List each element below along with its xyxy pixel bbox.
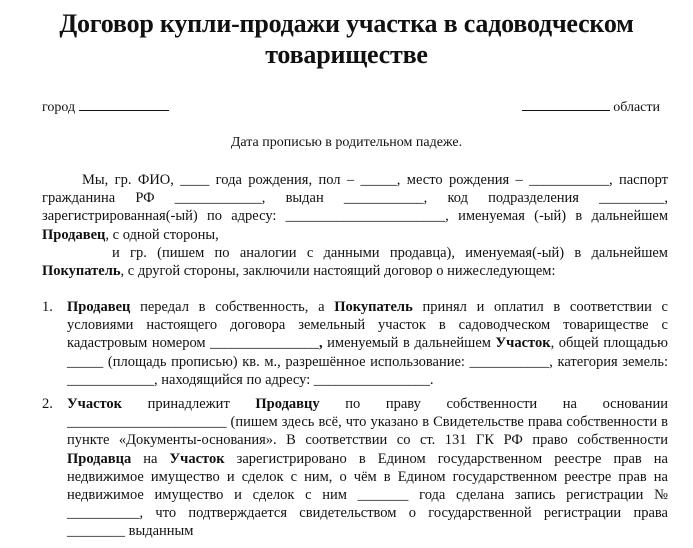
region-blank xyxy=(522,97,610,111)
clause-bold: , xyxy=(318,335,323,352)
seller-term: Продавец xyxy=(42,226,106,243)
city-label: город xyxy=(42,100,76,115)
buyer-paragraph xyxy=(42,244,668,280)
clause-item xyxy=(42,298,668,389)
region-label: области xyxy=(613,100,660,115)
clause-text: зарегистрировано в Едином государственном реестре прав на недвижимое имущество и сделок с ним, о чём в Едином государственном реестре прав на недвижимое имущество и сделок с ним _______ года сделана запись регистрации № __________, что подтверждается свидетельством о государственной регистрации права ________ выданным xyxy=(67,450,668,540)
seller-paragraph xyxy=(42,171,668,244)
city-field xyxy=(42,97,169,117)
clause-bold: Участок xyxy=(169,450,225,467)
preamble xyxy=(42,171,668,280)
clause-text: по праву собственности на основании ______________________ (пишем здесь всё, что указано в Свидетельстве права собственности в пункте «Документы-основания». В соответствии со ст. 131 ГК РФ право собственности xyxy=(67,396,668,449)
clause-bold: Участок xyxy=(495,335,551,352)
seller-tail: , с одной стороны, xyxy=(105,226,219,243)
clause-number: 2. xyxy=(42,396,53,413)
clause-bold: Покупатель xyxy=(334,299,413,315)
clause-number: 1. xyxy=(42,299,53,315)
clause-bold: Участок xyxy=(67,396,123,413)
document-title: Договор купли-продажи участка в садоводческом товариществе xyxy=(59,9,634,69)
clause-bold: Продавцу xyxy=(255,396,320,413)
buyer-text: и гр. (пишем по аналогии с данными продавца), именуемая(-ый) в дальнейшем xyxy=(112,244,668,261)
region-field xyxy=(522,97,660,117)
clause-text: принадлежит xyxy=(122,396,256,413)
clause-bold: Продавец xyxy=(67,299,131,315)
buyer-term: Покупатель xyxy=(42,263,121,280)
clause-text: , общей площадью _____ (площадь прописью) кв. м., разрешённое использование: ___________, категория земель: ____________, находящийся по адресу: ________________. xyxy=(67,335,668,388)
clause-item xyxy=(42,395,668,541)
location-row xyxy=(42,97,660,117)
date-note: Дата прописью в родительном падеже. xyxy=(230,135,463,150)
clause-text: передал в собственность, а xyxy=(130,299,335,315)
clause-text: именуемый в дальнейшем xyxy=(322,335,496,352)
clause-text: принял и оплатил в соответствии с условиями настоящего договора земельный участок в садоводческом товариществе с кадастровым номером _______________ xyxy=(67,299,668,352)
seller-text: Мы, гр. ФИО, ____ года рождения, пол – _____, место рождения – ___________, паспорт гражданина РФ ____________, выдан ___________, код подразделения _________, зарегистрированная(-ый) по адресу: ______________________, именуемая (-ый) в дальнейшем xyxy=(42,172,668,225)
clauses-list xyxy=(42,298,668,547)
clause-text: на xyxy=(131,450,170,467)
clause-bold: Продавца xyxy=(67,450,132,467)
buyer-tail: , с другой стороны, заключили настоящий договор о нижеследующем: xyxy=(120,263,556,280)
city-blank xyxy=(79,97,169,111)
